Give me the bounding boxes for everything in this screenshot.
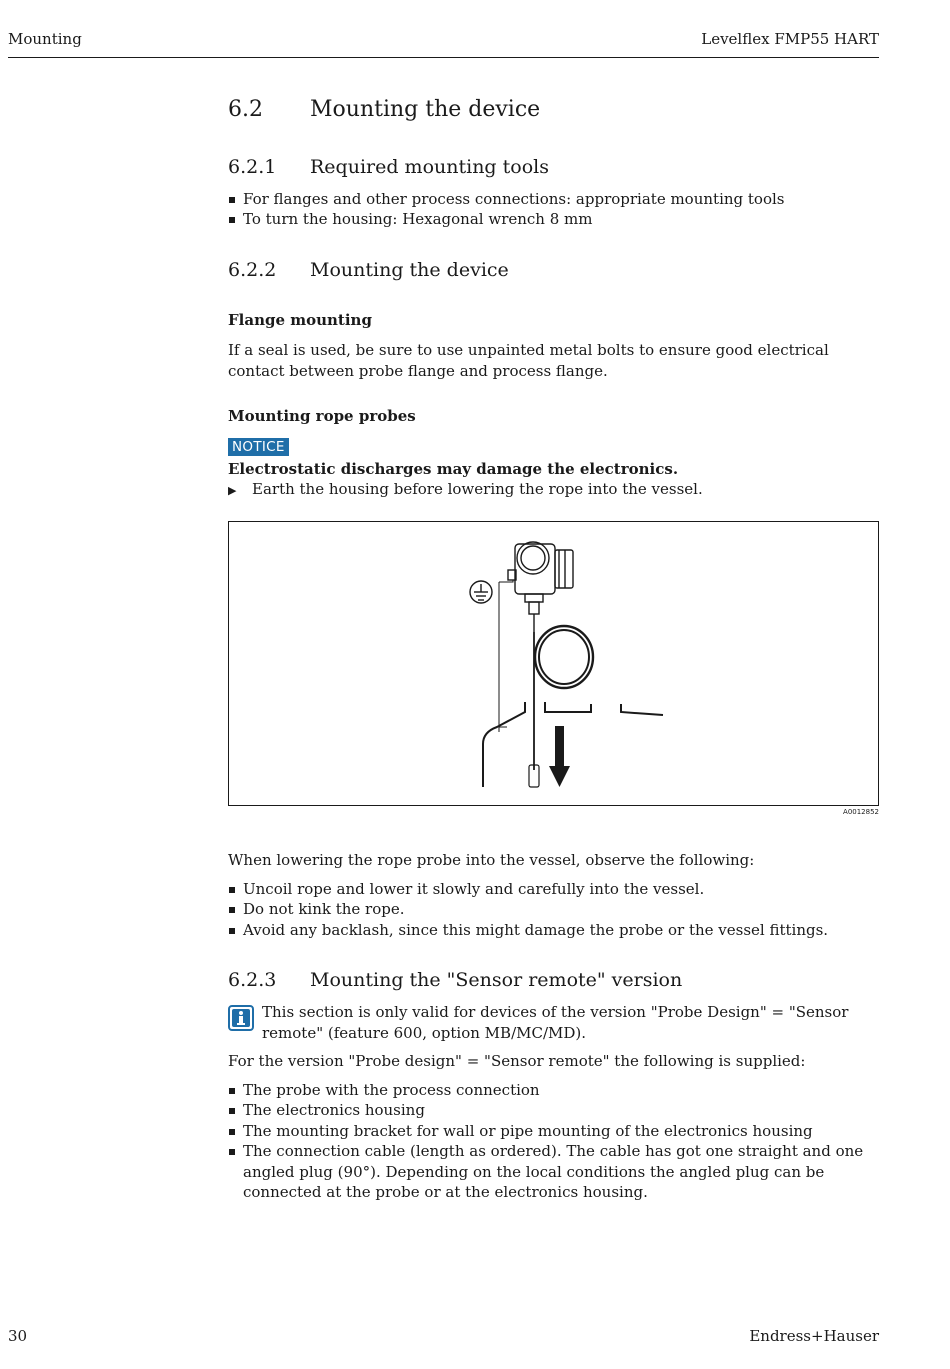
notice-badge: NOTICE bbox=[228, 438, 289, 456]
list-item: The connection cable (length as ordered). The cable has got one straight and one angled plug (90°). Depending on the local conditions the angled plug can be connected at the probe or at the electronics housing. bbox=[228, 1141, 879, 1202]
supplied-list bbox=[228, 1080, 879, 1202]
notice-action-text: Earth the housing before lowering the rope into the vessel. bbox=[252, 480, 703, 498]
heading-6-2-2 bbox=[228, 259, 879, 281]
header-rule bbox=[8, 57, 879, 58]
rope-heading: Mounting rope probes bbox=[228, 407, 416, 425]
list-item: Avoid any backlash, since this might damage the probe or the vessel fittings. bbox=[228, 920, 879, 940]
footer-brand: Endress+Hauser bbox=[749, 1327, 879, 1345]
down-arrow-icon bbox=[555, 726, 564, 768]
figure-id: A0012852 bbox=[843, 808, 879, 816]
heading-title: Required mounting tools bbox=[310, 156, 549, 178]
list-item: The electronics housing bbox=[228, 1100, 879, 1120]
info-icon bbox=[228, 1005, 254, 1031]
heading-number: 6.2.1 bbox=[228, 156, 277, 178]
heading-number: 6.2 bbox=[228, 97, 263, 122]
notice-action bbox=[228, 480, 879, 498]
lower-list bbox=[228, 879, 879, 940]
heading-title: Mounting the device bbox=[310, 259, 509, 281]
heading-title: Mounting the device bbox=[310, 97, 541, 122]
rope-probe-illustration bbox=[229, 522, 878, 805]
supplied-intro: For the version "Probe design" = "Sensor remote" the following is supplied: bbox=[228, 1052, 806, 1070]
page-number: 30 bbox=[8, 1327, 28, 1345]
header-section: Mounting bbox=[8, 30, 82, 48]
tools-list bbox=[228, 189, 879, 230]
heading-number: 6.2.2 bbox=[228, 259, 277, 281]
list-item: Do not kink the rope. bbox=[228, 899, 879, 919]
flange-heading: Flange mounting bbox=[228, 311, 372, 329]
header-product: Levelflex FMP55 HART bbox=[701, 30, 879, 48]
heading-6-2-1 bbox=[228, 156, 879, 178]
notice-block bbox=[228, 436, 879, 456]
heading-number: 6.2.3 bbox=[228, 969, 277, 991]
action-arrow-icon: ▶ bbox=[228, 484, 237, 497]
heading-6-2 bbox=[228, 97, 879, 122]
info-text: This section is only valid for devices of the version "Probe Design" = "Sensor remote" (feature 600, option MB/MC/MD). bbox=[262, 1003, 849, 1042]
list-item: The mounting bracket for wall or pipe mounting of the electronics housing bbox=[228, 1121, 879, 1141]
heading-title: Mounting the "Sensor remote" version bbox=[310, 969, 683, 991]
heading-6-2-3 bbox=[228, 969, 879, 991]
figure-rope-probe bbox=[228, 521, 879, 806]
list-item: The probe with the process connection bbox=[228, 1080, 879, 1100]
list-item: To turn the housing: Hexagonal wrench 8 mm bbox=[228, 209, 879, 229]
notice-title: Electrostatic discharges may damage the electronics. bbox=[228, 460, 679, 478]
lower-intro: When lowering the rope probe into the vessel, observe the following: bbox=[228, 851, 755, 869]
list-item: Uncoil rope and lower it slowly and carefully into the vessel. bbox=[228, 879, 879, 899]
flange-text: If a seal is used, be sure to use unpainted metal bolts to ensure good electrical contact between probe flange and process flange. bbox=[228, 341, 829, 380]
list-item: For flanges and other process connections: appropriate mounting tools bbox=[228, 189, 879, 209]
